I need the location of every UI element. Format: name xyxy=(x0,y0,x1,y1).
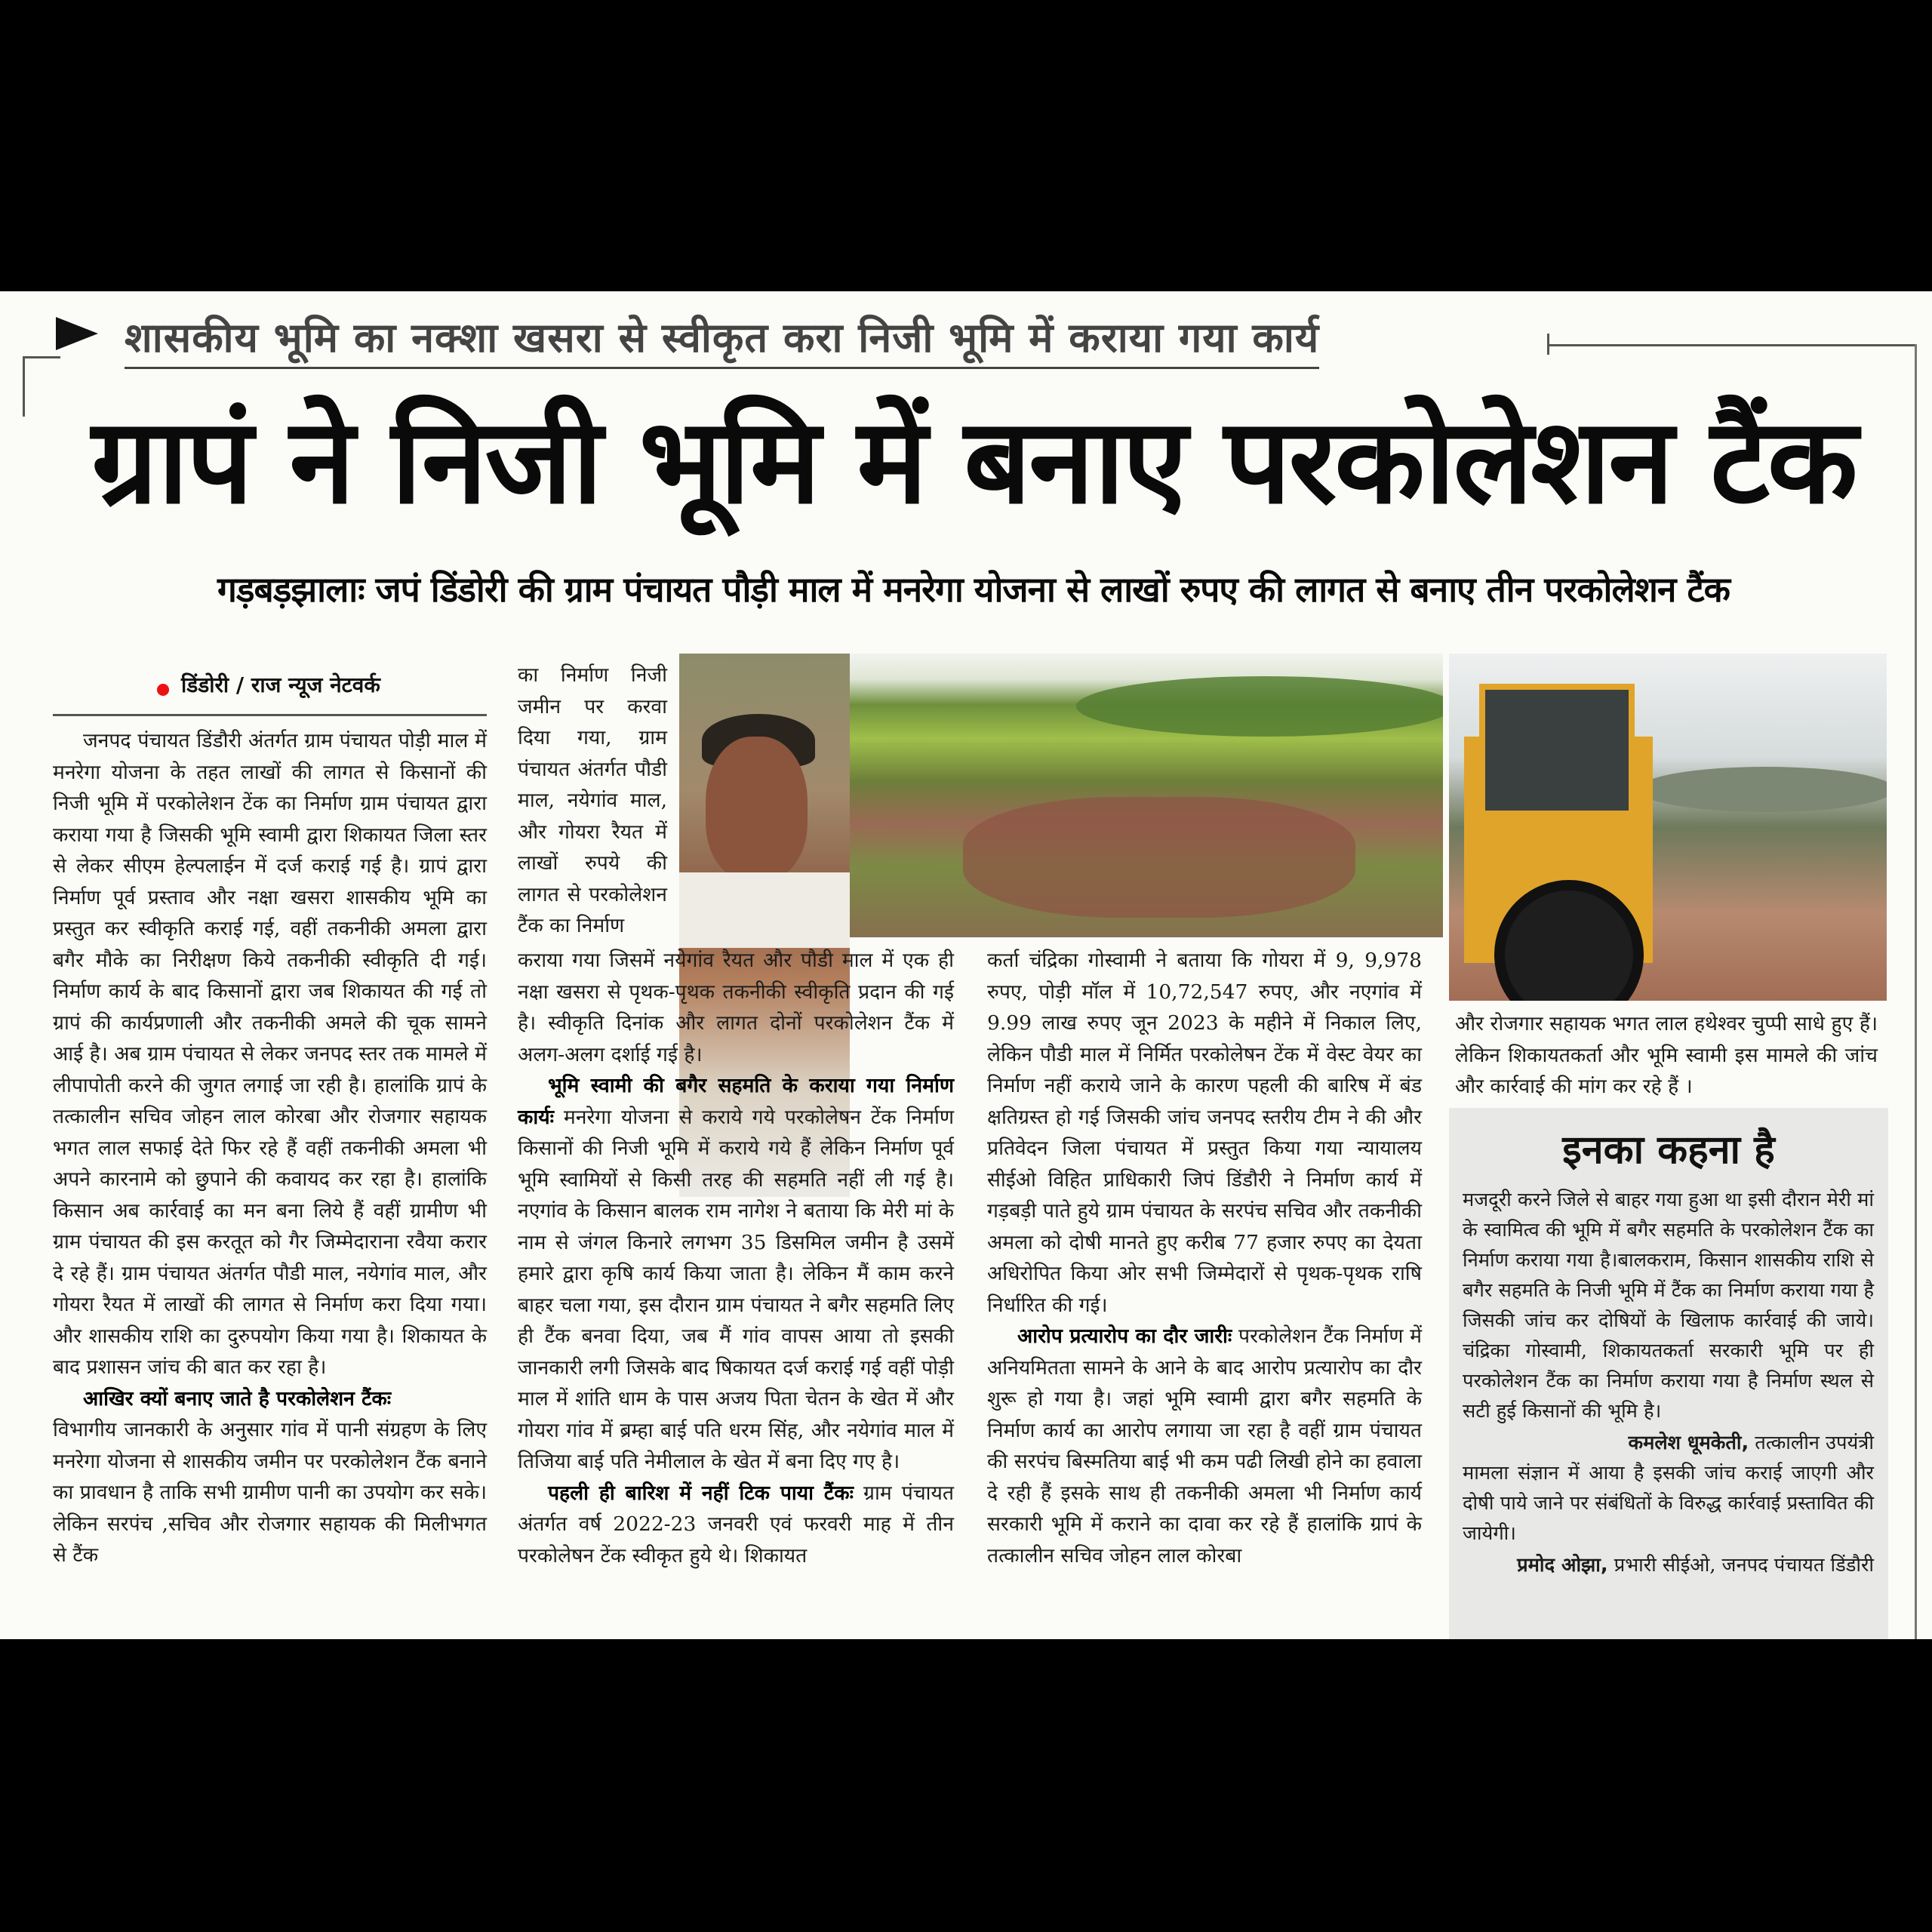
signature xyxy=(1463,1428,1874,1458)
photo-detail xyxy=(963,797,1355,918)
column-3 xyxy=(987,945,1422,1571)
photo-detail xyxy=(1638,767,1887,812)
signature-role: प्रभारी सीईओ, जनपद पंचायत डिंडौरी xyxy=(1614,1554,1874,1577)
paragraph: परकोलेशन टैंक निर्माण में अनियमितता सामने के आने के बाद आरोप प्रत्यारोप का दौर शुरू हो गया है। जहां भूमि स्वामी द्वारा बगैर सहमति के निर्माण कार्य का आरोप लगाया जा रहा है वहीं ग्राम पंचायत की सरपंच बिस्मतिया बाई भी कम पढी लिखी होने का हवाला दे रही हैं इसके साथ ही तकनीकी अमला भी निर्माण कार्य सरकारी भूमि में कराने का दावा कर रहे हैं हालांकि ग्रापं के तत्कालीन सचिव जोहन लाल कोरबा xyxy=(987,1324,1422,1567)
byline-text: डिंडोरी / राज न्यूज नेटवर्क xyxy=(181,672,380,697)
paragraph: कराया गया जिसमें नयेगांव रैयत और पौडी माल में एक ही नक्षा खसरा से पृथक-पृथक तकनीकी स्वीकृति प्रदान की गई है। स्वीकृति दिनांक और लागत दोनों परकोलेशन टैंक में अलग-अलग दर्शाई गई है। xyxy=(518,949,954,1066)
paragraph: विभागीय जानकारी के अनुसार गांव में पानी संग्रहण के लिए मनरेगा योजना से शासकीय जमीन पर परकोलेशन टैंक बनाने का प्रावधान है ताकि सभी ग्रामीण पानी का उपयोग कर सके। लेकिन सरपंच ,सचिव और रोजगार सहायक की मिलीभगत से टैंक xyxy=(53,1418,487,1567)
paragraph: और रोजगार सहायक भगत लाल हथेश्वर चुप्पी साधे हुए हैं। लेकिन शिकायतकर्ता और भूमि स्वामी इस मामले की जांच और कार्रवाई की मांग कर रहे हैं । xyxy=(1455,1012,1878,1098)
newspaper-clipping xyxy=(0,291,1932,1639)
paragraph: जनपद पंचायत डिंडौरी अंतर्गत ग्राम पंचायत पोड़ी माल में मनरेगा योजना के तहत लाखों की लागत से किसानों की निजी भूमि में परकोलेशन टेंक का निर्माण ग्राम पंचायत द्वारा कराया गया है जिसकी भूमि स्वामी द्वारा शिकायत जिला स्तर से लेकर सीएम हेल्पलाईन में दर्ज कराई गई है। ग्रापं द्वारा निर्माण पूर्व प्रस्ताव और नक्षा खसरा शासकीय भूमि का प्रस्तुत कर स्वीकृति कराई गई, वहीं तकनीकी अमला द्वारा बगैर मौके का निरीक्षण किये तकनीकी स्वीकृति दी गई। निर्माण कार्य के बाद किसानों द्वारा जब शिकायत की गई तो ग्रापं की कार्यप्रणाली और तकनीकी अमले की चूक सामने आई है। अब ग्राम पंचायत से लेकर जनपद स्तर तक मामले में लीपापोती करने की जुगत लगाई जा रही है। हालांकि ग्रापं के तत्कालीन सचिव जोहन लाल कोरबा और रोजगार सहायक भगत लाल सफाई देते फिर रहे हैं वहीं तकनीकी अमला भी अपने कारनामे को छुपाने की कवायद कर रहा है। हालांकि किसान अब कार्रवाई का मन बना लिये हैं वहीं ग्रामीण भी ग्राम पंचायत की इस करतूत को गैर जिम्मेदाराना रवैया करार दे रहे हैं। ग्राम पंचायत अंतर्गत पौडी माल, नयेगांव माल, और गोयरा रैयत में लाखों की लागत से निर्माण करा दिया गया। और शासकीय राशि का दुरुपयोग किया गया है। शिकायत के बाद प्रशासन जांच की बात कर रहा है। xyxy=(53,729,487,1379)
subheading: आखिर क्यों बनाए जाते है परकोलेशन टैंकः xyxy=(83,1386,392,1411)
photo-detail xyxy=(1479,684,1635,817)
top-right-rule-vertical xyxy=(1547,334,1549,355)
paragraph: मनरेगा योजना से कराये गये परकोलेषन टेंक निर्माण किसानों की निजी भूमि में कराये गये हैं लेकिन निर्माण पूर्व भूमि स्वामियों से किसी तरह की सहमति नहीं ली गई है। नएगांव के किसान बालक राम नागेश ने बताया कि मेरी मां के नाम से जंगल किनारे लगभग 35 डिसमिल जमीन है उसमें हमारे द्वारा कृषि कार्य किया जाता है। लेकिन मैं काम करने बाहर चला गया, इस दौरान ग्राम पंचायत ने बगैर सहमति लिए ही टैंक बनवा दिया, जब मैं गांव वापस आया तो इसकी जानकारी लगी जिसके बाद षिकायत दर्ज कराई गई वहीं पोड़ी माल में शांति धाम के पास अजय पिता चेतन के खेत में और गोयरा गांव में ब्रम्हा बाई पति धरम सिंह, और नयेगांव माल में तिजिया बाई पति नेमीलाल के खेत में बना दिए गए है। xyxy=(518,1105,954,1473)
signature-role: तत्कालीन उपयंत्री xyxy=(1755,1432,1874,1454)
sidebar-title: इनका कहना है xyxy=(1562,1128,1775,1173)
signature-name: कमलेश धूमकेती, xyxy=(1628,1432,1749,1454)
kicker xyxy=(23,314,1320,361)
photo-detail xyxy=(1076,676,1443,737)
headline: ग्रापं ने निजी भूमि में बनाए परकोलेशन टैंक xyxy=(91,392,1856,530)
byline xyxy=(53,661,487,716)
column-1 xyxy=(53,725,487,1571)
kicker-rule xyxy=(23,356,60,358)
paragraph: का निर्माण निजी जमीन पर करवा दिया गया, ग्राम पंचायत अंतर्गत पौडी माल, नयेगांव माल, और गोयरा रैयत में लाखों रुपये की लागत से परकोलेशन टैंक का निर्माण xyxy=(518,663,667,937)
signature xyxy=(1463,1550,1874,1580)
column-4 xyxy=(1455,1008,1878,1103)
quotes-sidebar xyxy=(1449,1108,1888,1639)
subheading: पहली ही बारिश में नहीं टिक पाया टैंकः xyxy=(548,1481,854,1505)
column-2-top xyxy=(518,660,667,942)
quote: मजदूरी करने जिले से बाहर गया हुआ था इसी दौरान मेरी मां के स्वामित्व की भूमि में बगैर सहमति के परकोलेशन टैंक का निर्माण कराया गया है।बालकराम, किसान शासकीय राशि से बगैर सहमति के निजी भूमि में टैंक का निर्माण कराया गया है जिसकी जांच कर दोषियों के खिलाफ कार्रवाई की जाये।चंद्रिका गोस्वामी, शिकायतकर्ता सरकारी भूमि पर ही परकोलेशन टैंक का निर्माण कराया गया है निर्माण स्थल से सटी हुई किसानों की भूमि है। xyxy=(1463,1189,1874,1423)
bullet-dot-icon xyxy=(157,684,169,696)
subheading: भूमि स्वामी की बगैर सहमति के कराया गया निर्माण कार्यः xyxy=(518,1074,954,1129)
quote: मामला संज्ञान में आया है इसकी जांच कराई जाएगी और दोषी पाये जाने पर संबंधितों के विरुद्ध कार्रवाई प्रस्तावित की जायेगी। xyxy=(1463,1462,1874,1545)
tank-site-photo xyxy=(850,654,1443,937)
right-border-rule xyxy=(1915,344,1917,1639)
photo-detail xyxy=(679,872,850,948)
kicker-rule-vertical xyxy=(23,356,25,417)
paragraph: कर्ता चंद्रिका गोस्वामी ने बताया कि गोयरा में 9, 9,978 रुपए, पोड़ी मॉल में 10,72,547 रुपए, और नएगांव में 9.99 लाख रुपए जून 2023 के महीने में निकाल लिए, लेकिन पौडी माल में निर्मित परकोलेषन टेंक में वेस्ट वेयर का निर्माण नहीं कराये जाने के कारण पहली की बारिष में बंड क्षतिग्रस्त हो गई जिसकी जांच जनपद स्तरीय टीम ने की और प्रतिवेदन जिला पंचायत में प्रस्तुत किया गया न्यायालय सीईओ विहित प्राधिकारी जिपं डिंडौरी ने निर्माण कार्य में गड़बड़ी पाते हुये ग्राम पंचायत के सरपंच सचिव और तकनीकी अमला को दोषी मानते हुए करीब 77 हजार रुपए का देयता अधिरोपित किया ओर सभी जिम्मेदारों से पृथक-पृथक राषि निर्धारित की गई। xyxy=(987,949,1422,1317)
sidebar-body xyxy=(1463,1185,1874,1580)
subheading: आरोप प्रत्यारोप का दौर जारीः xyxy=(1017,1324,1232,1348)
column-2 xyxy=(518,945,954,1571)
photo-detail xyxy=(706,737,808,880)
arrow-icon xyxy=(56,317,98,350)
subheadline: गड़बड़झालाः जपं डिंडोरी की ग्राम पंचायत पौड़ी माल में मनरेगा योजना से लाखों रुपए की लागत से बनाए तीन परकोलेशन टैंक xyxy=(217,569,1730,610)
excavator-photo xyxy=(1449,654,1887,1001)
signature-name: प्रमोद ओझा, xyxy=(1517,1554,1608,1577)
top-right-rule xyxy=(1547,344,1917,346)
paragraph: ग्राम पंचायत अंतर्गत वर्ष 2022-23 जनवरी एवं फरवरी माह में तीन परकोलेषन टेंक स्वीकृत हुये थे। शिकायत xyxy=(518,1481,954,1567)
kicker-text: शासकीय भूमि का नक्शा खसरा से स्वीकृत करा निजी भूमि में कराया गया कार्य xyxy=(125,308,1319,369)
